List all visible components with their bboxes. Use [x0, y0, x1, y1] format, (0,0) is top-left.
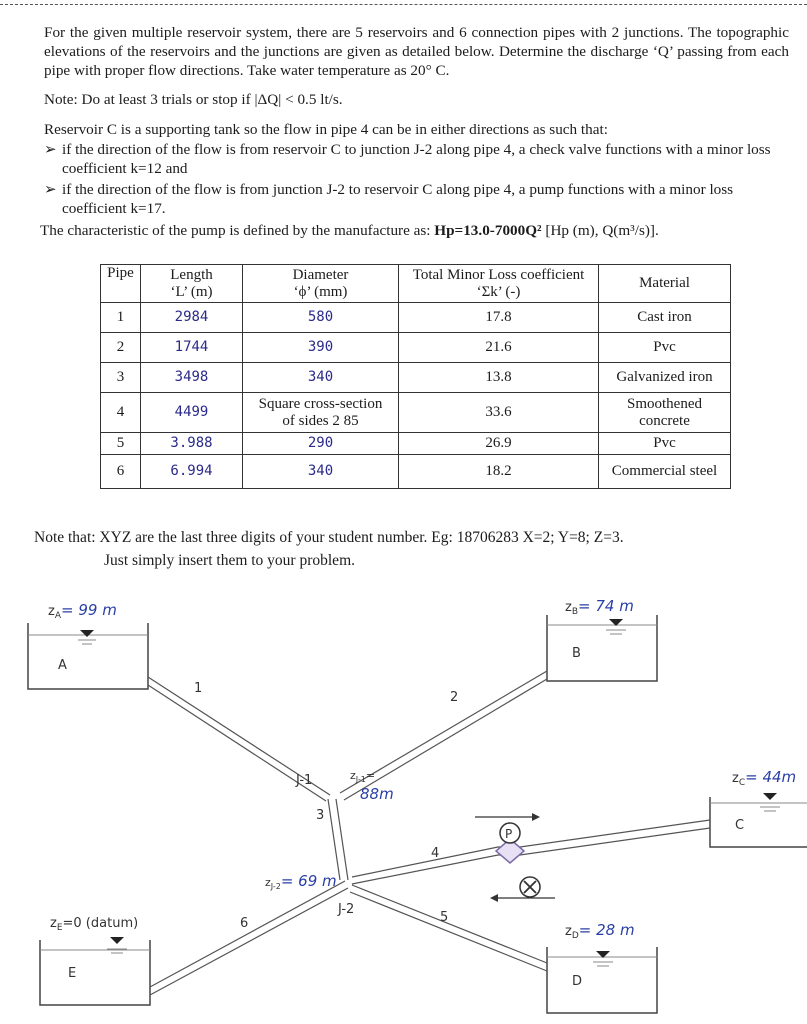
- zd-label: zD= 28 m: [565, 921, 635, 941]
- cell-diameter-line1: Square cross-section: [258, 395, 383, 412]
- water-level-icon: [763, 793, 777, 800]
- zb-label: zB= 74 m: [565, 597, 634, 617]
- cell-material: [599, 393, 731, 433]
- pipe-6-label: 6: [240, 916, 249, 931]
- header-length-label: Length: [170, 266, 213, 283]
- bullet-pump: [44, 180, 789, 218]
- header-diameter-label: Diameter: [292, 266, 349, 283]
- note-insert: Just simply insert them to your problem.: [104, 552, 355, 569]
- header-minor-loss: [399, 265, 599, 303]
- cell-minor-loss: 26.9: [399, 433, 599, 455]
- cell-minor-loss: 17.8: [399, 303, 599, 333]
- pump-prefix: The characteristic of the pump is defined by the manufacture as:: [40, 222, 435, 239]
- pump-characteristic: [40, 221, 800, 240]
- cell-minor-loss: 33.6: [399, 393, 599, 433]
- zj1-label: zJ-1=: [350, 769, 376, 784]
- reservoir-system-diagram: [0, 585, 807, 1024]
- pipe-3: [328, 799, 348, 880]
- za-label: zA= 99 m: [48, 601, 117, 621]
- pipe-3-label: 3: [316, 808, 325, 823]
- table-row: [101, 393, 731, 433]
- junction-j2-label: J-2: [338, 902, 355, 917]
- table-row: [101, 333, 731, 363]
- reservoir-b: [547, 597, 657, 681]
- cell-diameter: 340: [243, 363, 399, 393]
- header-length: [141, 265, 243, 303]
- table-header-row: [101, 265, 731, 303]
- bullet-arrow-icon: ➢: [44, 181, 57, 198]
- table-row: [101, 455, 731, 489]
- cell-material-line2: concrete: [639, 412, 690, 429]
- cell-minor-loss: 13.8: [399, 363, 599, 393]
- pipe-data-table: [100, 264, 731, 489]
- junction-j1-label: J-1: [296, 773, 313, 788]
- pump-units: [Hp (m), Q(m³/s)].: [541, 222, 659, 239]
- cell-pipe: 4: [101, 393, 141, 433]
- water-level-icon: [80, 630, 94, 637]
- pipe-1-label: 1: [194, 681, 203, 696]
- cell-length: 6.994: [141, 455, 243, 489]
- water-level-icon: [110, 937, 124, 944]
- header-diameter-unit: ‘ϕ’ (mm): [293, 283, 348, 300]
- cell-material: Pvc: [599, 333, 731, 363]
- cell-material-line1: Smoothened: [627, 395, 702, 412]
- reservoir-e: [40, 916, 150, 1005]
- cell-length: 2984: [141, 303, 243, 333]
- bullet-arrow-icon: ➢: [44, 141, 57, 158]
- cell-diameter: [243, 393, 399, 433]
- reservoir-d-label: D: [572, 974, 583, 989]
- cell-length: 4499: [141, 393, 243, 433]
- cell-minor-loss: 18.2: [399, 455, 599, 489]
- cell-material: Cast iron: [599, 303, 731, 333]
- header-minor-unit: ‘Σk’ (-): [476, 283, 521, 300]
- bullet-check-valve: [44, 140, 789, 178]
- reservoir-c: [710, 768, 807, 847]
- cell-minor-loss: 21.6: [399, 333, 599, 363]
- table-row: [101, 363, 731, 393]
- reservoir-a-label: A: [58, 658, 67, 673]
- note-xyz: Note that: XYZ are the last three digits of your student number. Eg: 18706283 X=2; Y=8; Z=3.: [34, 529, 624, 546]
- header-material: Material: [599, 265, 731, 303]
- cell-diameter-line2: of sides 2 85: [282, 412, 359, 429]
- header-diameter: [243, 265, 399, 303]
- cell-pipe: 3: [101, 363, 141, 393]
- reservoir-d: [547, 921, 657, 1013]
- zc-label: zC= 44m: [732, 768, 797, 788]
- reservoir-a: [28, 601, 148, 689]
- cell-diameter: 340: [243, 455, 399, 489]
- reservoir-e-label: E: [68, 966, 77, 981]
- zj1-value: 88m: [360, 785, 394, 803]
- note-trials: Note: Do at least 3 trials or stop if |ΔQ| < 0.5 lt/s.: [44, 91, 343, 108]
- cell-length: 3498: [141, 363, 243, 393]
- arrow-head-icon: [532, 813, 540, 821]
- pump-formula: Hp=13.0-7000Q²: [434, 222, 542, 239]
- zj2-label: zJ-2= 69 m: [265, 872, 337, 891]
- table-row: [101, 433, 731, 455]
- pipe-2-label: 2: [450, 690, 459, 705]
- header-pipe: Pipe: [101, 265, 141, 303]
- cell-length: 3.988: [141, 433, 243, 455]
- header-length-unit: ‘L’ (m): [170, 283, 213, 300]
- pipe-5-label: 5: [440, 910, 449, 925]
- reservoir-c-text: Reservoir C is a supporting tank so the flow in pipe 4 can be in either directions as such that:: [44, 121, 608, 138]
- cell-diameter: 390: [243, 333, 399, 363]
- table-row: [101, 303, 731, 333]
- cell-material: Pvc: [599, 433, 731, 455]
- bullet-pump-text: if the direction of the flow is from junction J-2 to reservoir C along pipe 4, a pump functions with a minor loss coefficient k=17.: [62, 181, 734, 217]
- ze-label: zE=0 (datum): [50, 916, 139, 933]
- pipe-4-label: 4: [431, 846, 440, 861]
- arrow-head-icon: [490, 894, 498, 902]
- cell-diameter: 290: [243, 433, 399, 455]
- cell-length: 1744: [141, 333, 243, 363]
- cell-material: Commercial steel: [599, 455, 731, 489]
- pump-label: P: [505, 827, 513, 841]
- cell-pipe: 1: [101, 303, 141, 333]
- reservoir-c-label: C: [735, 818, 745, 833]
- header-minor-label: Total Minor Loss coefficient: [412, 266, 585, 283]
- cell-pipe: 5: [101, 433, 141, 455]
- top-dashed-rule: [0, 4, 807, 5]
- intro-paragraph: For the given multiple reservoir system, there are 5 reservoirs and 6 connection pipes with 2 junctions. The topographic elevations of the reservoirs and the junctions are given as detailed below. Determine the discharge ‘Q’ passing from each pipe with proper flow directions. Take water temperature as 20° C.: [44, 24, 789, 79]
- pipe-4: [352, 820, 710, 884]
- cell-diameter: 580: [243, 303, 399, 333]
- reservoir-b-label: B: [572, 646, 581, 661]
- cell-pipe: 6: [101, 455, 141, 489]
- cell-material: Galvanized iron: [599, 363, 731, 393]
- pipe-6: [150, 881, 348, 995]
- cell-pipe: 2: [101, 333, 141, 363]
- bullet-check-valve-text: if the direction of the flow is from reservoir C to junction J-2 along pipe 4, a check valve functions with a minor loss coefficient k=12 and: [62, 141, 771, 177]
